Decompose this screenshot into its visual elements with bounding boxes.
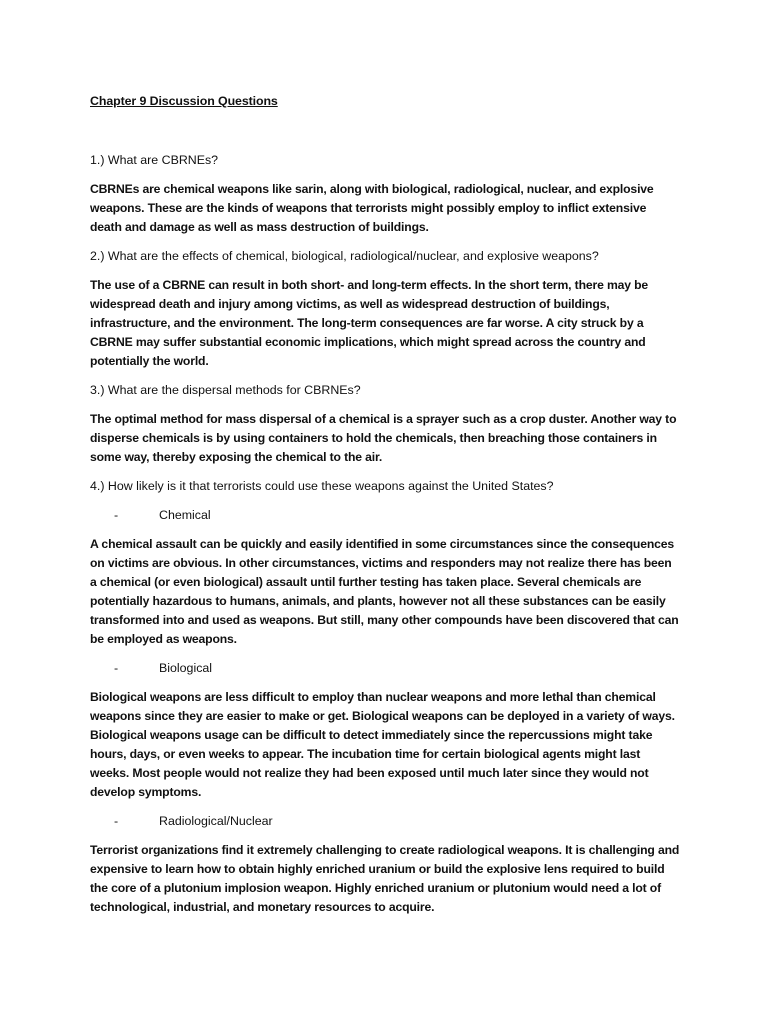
bullet-dash: - bbox=[114, 814, 119, 828]
answer-3: The optimal method for mass dispersal of a chemical is a sprayer such as a crop duster. Another way to disperse chemicals is by using containers to hold the chemicals, then breaching those containers in some way, thereby exposing the chemical to the air. bbox=[90, 412, 677, 464]
answer-1: CBRNEs are chemical weapons like sarin, along with biological, radiological, nuclear, and explosive weapons. These are the kinds of weapons that terrorists might possibly employ to inflict extensive death and damage as well as mass destruction of buildings. bbox=[90, 182, 654, 234]
subheading-biological-label: Biological bbox=[159, 661, 213, 675]
question-2: 2.) What are the effects of chemical, biological, radiological/nuclear, and explosive weapons? bbox=[90, 249, 599, 263]
radiological-answer: Terrorist organizations find it extremely challenging to create radiological weapons. It is challenging and expensive to learn how to obtain highly enriched uranium or build the explosive lens required to build the core of a plutonium implosion weapon. Highly enriched uranium or plutonium would need a lot of technological, industrial, and monetary resources to acquire. bbox=[90, 843, 680, 914]
question-3: 3.) What are the dispersal methods for CBRNEs? bbox=[90, 383, 361, 397]
question-4: 4.) How likely is it that terrorists could use these weapons against the United States? bbox=[90, 479, 554, 493]
bullet-dash: - bbox=[114, 661, 119, 675]
subheading-radiological bbox=[90, 812, 680, 831]
document-body bbox=[90, 151, 680, 927]
biological-answer: Biological weapons are less difficult to employ than nuclear weapons and more lethal than chemical weapons since they are easier to make or get. Biological weapons can be deployed in a variety of ways. Biological weapons usage can be difficult to detect immediately since the repercussions might take hours, days, or even weeks to appear. The incubation time for certain biological agents might last weeks. Most people would not realize they had been exposed until much later since they would not develop symptoms. bbox=[90, 690, 675, 799]
document-title: Chapter 9 Discussion Questions bbox=[90, 94, 278, 108]
subheading-biological bbox=[90, 659, 680, 678]
bullet-dash: - bbox=[114, 508, 119, 522]
subheading-radiological-label: Radiological/Nuclear bbox=[159, 814, 273, 828]
subheading-chemical bbox=[90, 506, 680, 525]
chemical-answer: A chemical assault can be quickly and easily identified in some circumstances since the consequences on victims are obvious. In other circumstances, victims and responders may not realize there has been a chemical (or even biological) assault until further testing has taken place. Several chemicals are potentially hazardous to humans, animals, and plants, however not all these substances can be easily transformed into and used as weapons. But still, many other compounds have been discovered that can be employed as weapons. bbox=[90, 537, 679, 646]
answer-2: The use of a CBRNE can result in both short- and long-term effects. In the short term, there may be widespread death and injury among victims, as well as widespread destruction of buildings, infrastructure, and the environment. The long-term consequences are far worse. A city struck by a CBRNE may suffer substantial economic implications, which might spread across the country and potentially the world. bbox=[90, 278, 649, 368]
question-1: 1.) What are CBRNEs? bbox=[90, 153, 219, 167]
subheading-chemical-label: Chemical bbox=[159, 508, 211, 522]
